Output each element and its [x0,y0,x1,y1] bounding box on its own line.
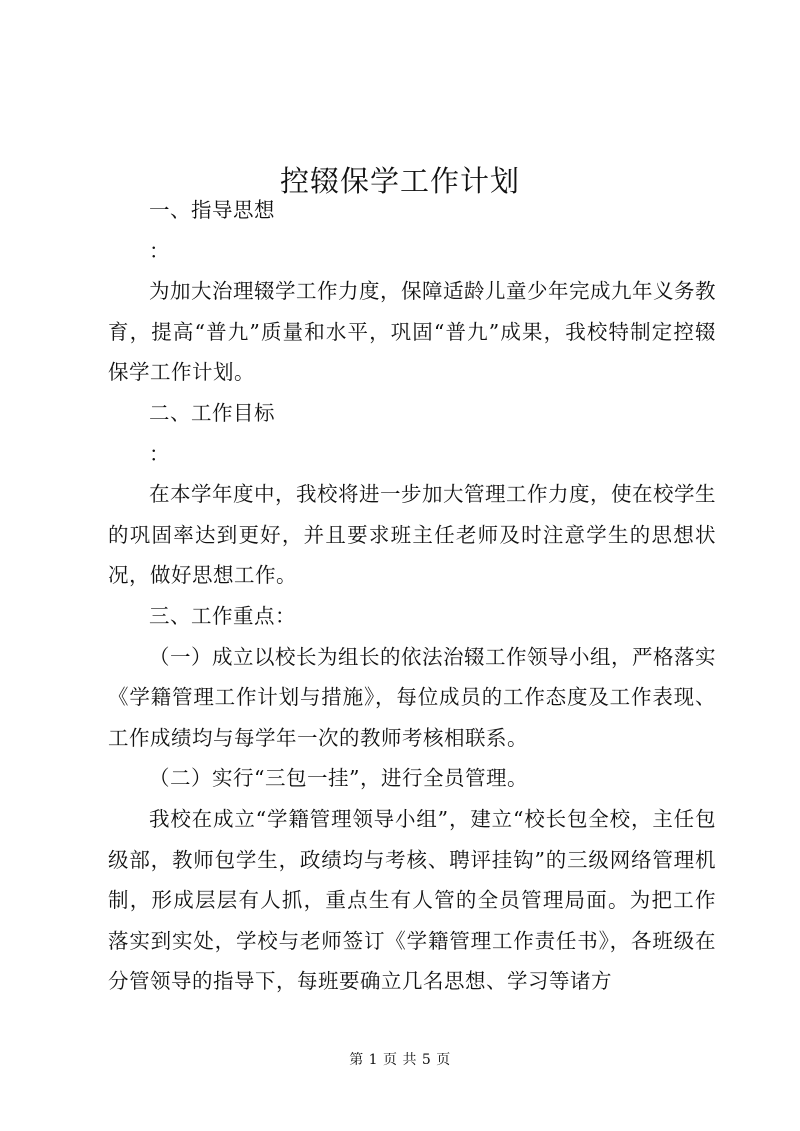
document-title: 控辍保学工作计划 [279,164,520,199]
paragraph-goals: 在本学年度中，我校将进一步加大管理工作力度，使在校学生的巩固率达到更好，并且要求班主任老师及时注意学生的思想状况，做好思想工作。 [108,482,716,588]
page-number-footer: 第 1 页 共 5 页 [349,1052,451,1068]
colon-line: ： [149,238,170,263]
section-heading-work-focus: 三、工作重点： [149,603,296,628]
colon-line: ： [149,441,170,466]
paragraph-focus-2: （二）实行“三包一挂”，进行全员管理。 [149,766,528,791]
section-heading-guiding-ideology: 一、指导思想 [149,198,275,222]
paragraph-management: 我校在成立“学籍管理领导小组”，建立“校长包全校，主任包级部，教师包学生，政绩均与考核、聘评挂钩”的三级网络管理机制，形成层层有人抓，重点生有人管的全员管理局面。为把工作落实到实处，学校与老师签订《学籍管理工作责任书》，各班级在分管领导的指导下，每班要确立几名思想、学习等诸方 [108,806,716,994]
document-body [108,190,716,1002]
section-heading-work-goals: 二、工作目标 [149,400,275,425]
paragraph-purpose: 为加大治理辍学工作力度，保障适龄儿童少年完成九年义务教育，提高“普九”质量和水平，巩固“普九”成果，我校特制定控辍保学工作计划。 [108,279,716,385]
paragraph-focus-1: （一）成立以校长为组长的依法治辍工作领导小组，严格落实《学籍管理工作计划与措施》，每位成员的工作态度及工作表现、工作成绩均与每学年一次的教师考核相联系。 [108,644,716,750]
